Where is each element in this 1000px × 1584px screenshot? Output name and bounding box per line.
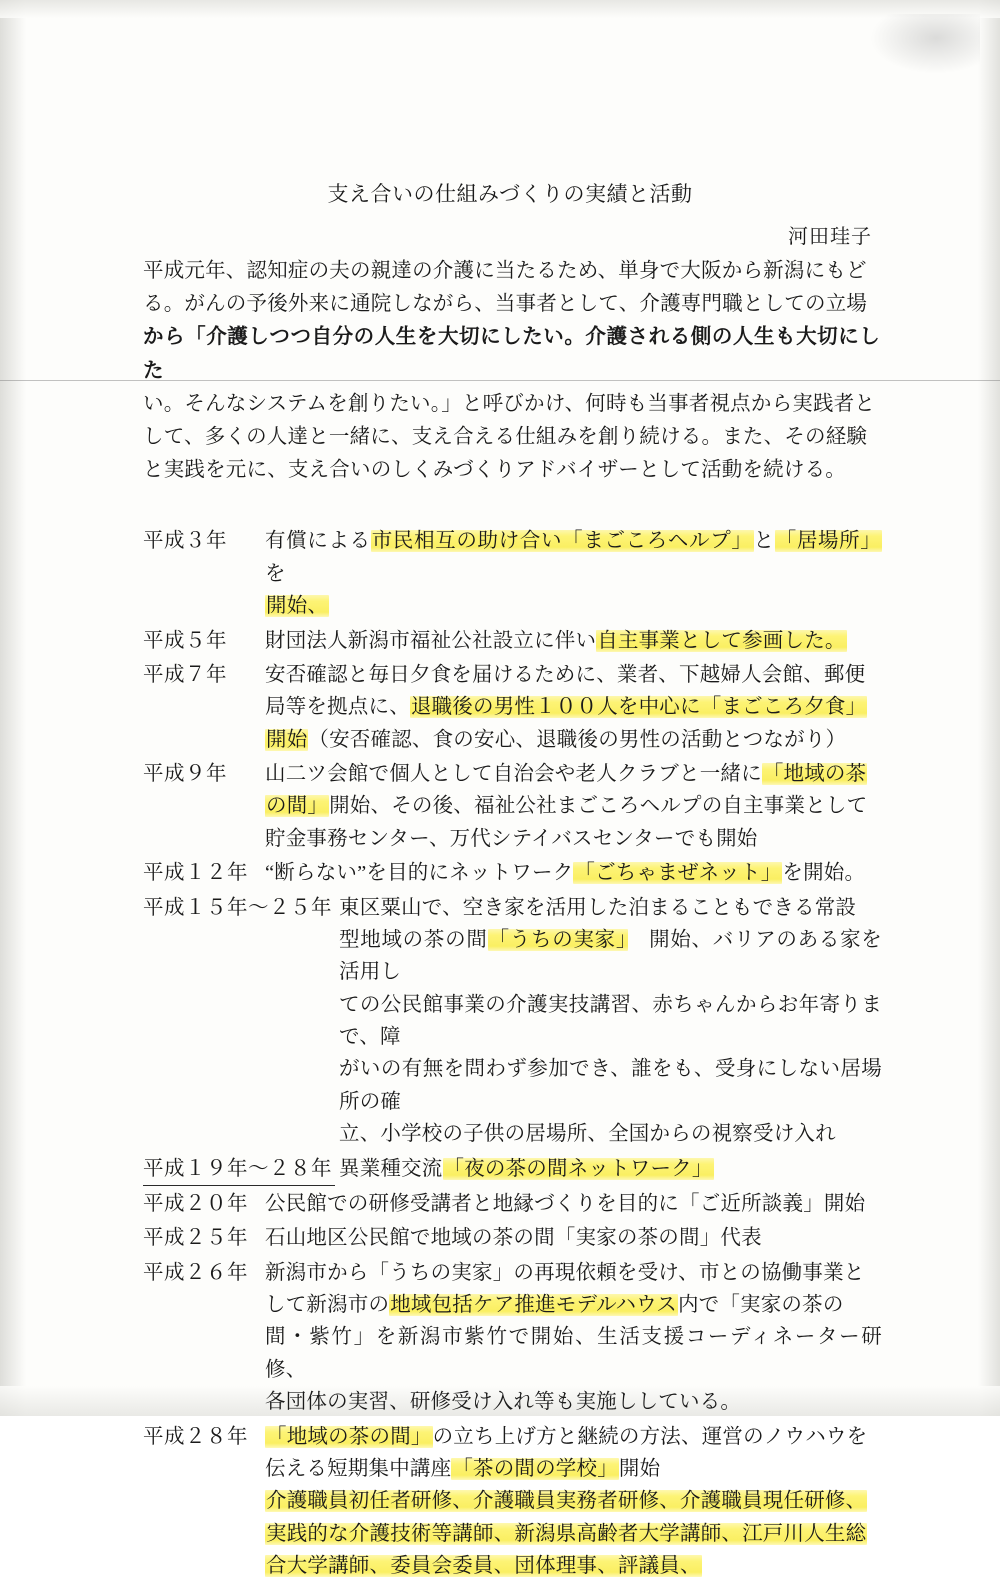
entry-line: 東区粟山で、空き家を活用した泊まることもできる常設 [339, 896, 857, 919]
list-item [0, 659, 1000, 756]
entry-line: 新潟市から「うちの実家」の再現依頼を受け、市との協働事業と [265, 1261, 865, 1284]
highlight: 「茶の間の学校」 [452, 1457, 618, 1480]
entry-year: 平成３年 [143, 530, 227, 553]
highlight: 「地域の茶 [762, 763, 867, 786]
entry-year: 平成２６年 [143, 1261, 248, 1284]
highlight: 開始 [266, 728, 308, 751]
entry-body [265, 758, 882, 855]
entry-line: 異業種交流「夜の茶の間ネットワーク」 [339, 1157, 713, 1180]
list-item [0, 1421, 1000, 1583]
entry-year: 平成１２年 [143, 862, 248, 885]
list-item [0, 525, 1000, 622]
highlight: 退職後の男性１００人を中心に「まごころ夕食」 [410, 696, 867, 719]
entry-line: 型地域の茶の間「うちの実家」 開始、バリアのある家を活用し [339, 928, 883, 984]
entry-line: 財団法人新潟市福祉公社設立に伴い自主事業として参画した。 [265, 629, 846, 652]
list-item [0, 892, 1000, 1151]
entry-body [265, 1421, 882, 1583]
entry-line: 開始（安否確認、食の安心、退職後の男性の活動とつながり） [266, 728, 847, 751]
highlight: 市民相互の助け合い「まごころヘルプ」 [371, 530, 753, 553]
chronology-list [0, 525, 1000, 1582]
entry-line: 立、小学校の子供の居場所、全国からの視察受け入れ [339, 1123, 836, 1146]
entry-body [265, 1222, 882, 1254]
list-item [0, 1188, 1000, 1220]
entry-year: 平成２０年 [143, 1192, 248, 1215]
highlight: 介護職員初任者研修、介護職員実務者研修、介護職員現任研修、 [266, 1490, 867, 1513]
list-item [0, 1257, 1000, 1419]
highlight: 地域包括ケア推進モデルハウス [390, 1294, 677, 1317]
intro-line: して、多くの人達と一緒に、支え合える仕組みを創り続ける。また、その経験 [143, 426, 868, 449]
entry-body [335, 1153, 882, 1185]
entry-year: 平成９年 [143, 763, 227, 786]
intro-line: る。がんの予後外来に通院しながら、当事者として、介護専門職としての立場 [143, 293, 868, 316]
highlight: 合大学講師、委員会委員、団体理事、評議員、 [266, 1555, 701, 1578]
highlight: 実践的な介護技術等講師、新潟県高齢者大学講師、江戸川人生総 [266, 1522, 867, 1545]
list-item [0, 758, 1000, 855]
entry-year: 平成５年 [143, 629, 227, 652]
highlight: 自主事業として参画した。 [597, 629, 846, 652]
entry-year: 平成１５年～２５年 [143, 896, 332, 919]
entry-body [265, 659, 882, 756]
intro-paragraph [143, 255, 880, 487]
intro-line: と実践を元に、支え合いのしくみづくりアドバイザーとして活動を続ける。 [143, 459, 846, 482]
entry-body [265, 1257, 882, 1419]
entry-year: 平成２５年 [143, 1227, 248, 1250]
intro-line: い。そんなシステムを創りたい。」と呼びかけ、何時も当事者視点から実践者と [143, 392, 876, 415]
entry-line: “断らない”を目的にネットワーク「ごちゃまぜネット」を開始。 [265, 862, 866, 885]
entry-line: ての公民館事業の介護実技講習、赤ちゃんからお年寄りまで、障 [339, 993, 882, 1049]
highlight: 「居場所」 [775, 530, 881, 553]
entry-line: 各団体の実習、研修受け入れ等も実施ししている。 [265, 1391, 742, 1414]
author-byline: 河田珪子 [788, 226, 872, 248]
page-title: 支え合いの仕組みづくりの実績と活動 [327, 182, 693, 206]
highlight: 「夜の茶の間ネットワーク」 [443, 1157, 713, 1180]
entry-year: 平成２８年 [143, 1425, 248, 1448]
entry-line [265, 1485, 882, 1517]
entry-body [265, 525, 882, 622]
entry-body [265, 1188, 882, 1220]
entry-line: 「地域の茶の間」の立ち上げ方と継続の方法、運営のノウハウを [266, 1425, 868, 1448]
entry-line: 公民館での研修受講者と地縁づくりを目的に「ご近所談義」開始 [265, 1192, 866, 1215]
highlight: の間」 [266, 795, 329, 818]
highlight: 開始、 [266, 595, 329, 618]
entry-line: 間・紫竹」を新潟市紫竹で開始、生活支援コーディネーター研修、 [265, 1326, 882, 1381]
intro-line: から「介護しつつ自分の人生を大切にしたい。介護される側の人生も大切にした [143, 326, 880, 382]
entry-line: 石山地区公民館で地域の茶の間「実家の茶の間」代表 [265, 1227, 762, 1250]
entry-line: 山二ツ会館で個人として自治会や老人クラブと一緒に「地域の茶 [265, 763, 867, 786]
entry-line: 伝える短期集中講座「茶の間の学校」開始 [265, 1457, 661, 1480]
entry-year: 平成１９年～２８年 [143, 1153, 335, 1186]
entry-line [265, 1518, 882, 1550]
entry-line: して新潟市の地域包括ケア推進モデルハウス内で「実家の茶の [265, 1294, 844, 1317]
entry-body [335, 892, 882, 1151]
entry-line [265, 590, 882, 622]
entry-line [265, 1550, 882, 1582]
entry-line: 貯金事務センター、万代シテイバスセンターでも開始 [265, 827, 758, 850]
highlight: 「うちの実家」 [488, 928, 627, 951]
list-item [0, 625, 1000, 657]
entry-line: 局等を拠点に、退職後の男性１００人を中心に「まごころ夕食」 [265, 696, 867, 719]
entry-body [265, 625, 882, 657]
entry-line: がいの有無を問わず参加でき、誰をも、受身にしない居場所の確 [339, 1058, 882, 1113]
entry-line: 有償による市民相互の助け合い「まごころヘルプ」と「居場所」を [265, 530, 881, 585]
highlight: 「地域の茶の間」 [266, 1425, 432, 1448]
entry-year: 平成７年 [143, 663, 227, 686]
highlight: 「ごちゃまぜネット」 [574, 862, 782, 885]
entry-line: 安否確認と毎日夕食を届けるために、業者、下越婦人会館、郵便 [265, 663, 866, 686]
intro-line: 平成元年、認知症の夫の親達の介護に当たるため、単身で大阪から新潟にもど [143, 260, 867, 282]
entry-line: の間」開始、その後、福祉公社まごころヘルプの自主事業として [266, 795, 868, 818]
list-item [0, 1222, 1000, 1254]
list-item [0, 1153, 1000, 1186]
entry-body [265, 857, 882, 889]
list-item [0, 857, 1000, 889]
